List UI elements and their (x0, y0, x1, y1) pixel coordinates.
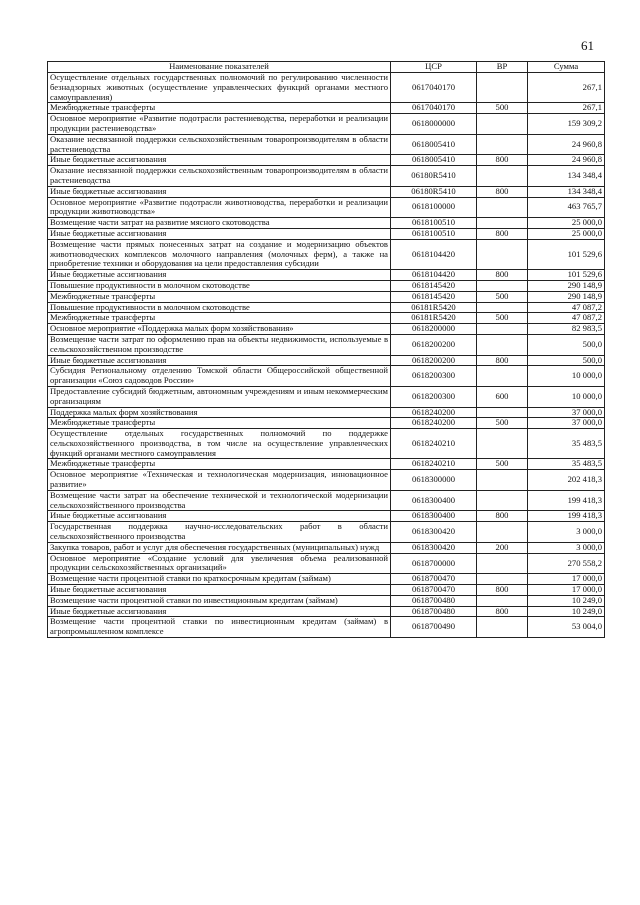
row-sum-cell: 47 087,2 (528, 302, 605, 313)
row-sum-cell: 47 087,2 (528, 313, 605, 324)
row-sum-cell: 35 483,5 (528, 429, 605, 459)
row-sum-cell: 25 000,0 (528, 228, 605, 239)
row-csr-cell: 0618700470 (391, 585, 477, 596)
row-csr-cell: 0618005410 (391, 155, 477, 166)
row-vr-cell (477, 114, 528, 135)
row-sum-cell: 53 004,0 (528, 617, 605, 638)
row-name-cell: Основное мероприятие «Развитие подотрасли животноводства, переработки и реализации продукции животноводства» (48, 197, 391, 218)
row-sum-cell: 82 983,5 (528, 324, 605, 335)
table-row (48, 355, 605, 366)
row-vr-cell: 800 (477, 355, 528, 366)
table-row (48, 334, 605, 355)
row-vr-cell: 800 (477, 606, 528, 617)
row-csr-cell: 0618300000 (391, 470, 477, 491)
row-name-cell: Повышение продуктивности в молочном скотоводстве (48, 302, 391, 313)
row-name-cell: Иные бюджетные ассигнования (48, 355, 391, 366)
row-vr-cell (477, 134, 528, 155)
row-vr-cell (477, 166, 528, 187)
row-name-cell: Межбюджетные трансферты (48, 103, 391, 114)
row-name-cell: Иные бюджетные ассигнования (48, 511, 391, 522)
row-vr-cell: 800 (477, 270, 528, 281)
row-csr-cell: 0618700000 (391, 553, 477, 574)
table-row (48, 470, 605, 491)
row-csr-cell: 06181R5420 (391, 313, 477, 324)
table-row (48, 291, 605, 302)
row-sum-cell: 199 418,3 (528, 490, 605, 511)
row-vr-cell (477, 470, 528, 491)
row-csr-cell: 06180R5410 (391, 186, 477, 197)
row-csr-cell: 0618700480 (391, 606, 477, 617)
row-vr-cell (477, 429, 528, 459)
table-row (48, 280, 605, 291)
row-name-cell: Поддержка малых форм хозяйствования (48, 407, 391, 418)
row-name-cell: Иные бюджетные ассигнования (48, 606, 391, 617)
header-csr: ЦСР (391, 62, 477, 73)
row-csr-cell: 0618300420 (391, 542, 477, 553)
row-sum-cell: 24 960,8 (528, 134, 605, 155)
table-row (48, 418, 605, 429)
row-name-cell: Иные бюджетные ассигнования (48, 155, 391, 166)
header-sum: Сумма (528, 62, 605, 73)
row-name-cell: Возмещение части затрат на обеспечение технической и технологической модернизации сельскохозяйственного производства (48, 490, 391, 511)
row-name-cell: Основное мероприятие «Создание условий для увеличения объема реализованной продукции сельскохозяйственных организаций» (48, 553, 391, 574)
row-name-cell: Оказание несвязанной поддержки сельскохозяйственным товаропроизводителям в области растениеводства (48, 134, 391, 155)
row-sum-cell: 24 960,8 (528, 155, 605, 166)
row-sum-cell: 25 000,0 (528, 218, 605, 229)
table-row (48, 155, 605, 166)
row-vr-cell (477, 490, 528, 511)
table-row (48, 386, 605, 407)
row-vr-cell: 500 (477, 291, 528, 302)
row-sum-cell: 3 000,0 (528, 522, 605, 543)
table-row (48, 114, 605, 135)
row-csr-cell: 0618300400 (391, 490, 477, 511)
table-row (48, 73, 605, 103)
row-name-cell: Возмещение части процентной ставки по инвестиционным кредитам (займам) (48, 595, 391, 606)
row-sum-cell: 37 000,0 (528, 407, 605, 418)
row-vr-cell (477, 407, 528, 418)
row-csr-cell: 0618100510 (391, 218, 477, 229)
row-vr-cell (477, 366, 528, 387)
header-name: Наименование показателей (48, 62, 391, 73)
row-vr-cell (477, 197, 528, 218)
table-row (48, 103, 605, 114)
row-csr-cell: 0618100510 (391, 228, 477, 239)
row-sum-cell: 270 558,2 (528, 553, 605, 574)
row-csr-cell: 0618700470 (391, 574, 477, 585)
header-vr: ВР (477, 62, 528, 73)
row-csr-cell: 0618240210 (391, 459, 477, 470)
row-csr-cell: 0618100000 (391, 197, 477, 218)
row-csr-cell: 0618700490 (391, 617, 477, 638)
row-csr-cell: 0618145420 (391, 280, 477, 291)
budget-table (47, 61, 605, 638)
row-vr-cell: 200 (477, 542, 528, 553)
row-sum-cell: 500,0 (528, 334, 605, 355)
row-csr-cell: 0618200000 (391, 324, 477, 335)
table-row (48, 324, 605, 335)
row-name-cell: Субсидия Региональному отделению Томской области Общероссийской общественной организации «Союз садоводов России» (48, 366, 391, 387)
row-name-cell: Иные бюджетные ассигнования (48, 228, 391, 239)
row-vr-cell (477, 574, 528, 585)
table-row (48, 407, 605, 418)
row-name-cell: Осуществление отдельных государственных полномочий по поддержке сельскохозяйственного производства, в том числе на осуществление управленческих функций органами местного самоуправления (48, 429, 391, 459)
row-name-cell: Межбюджетные трансферты (48, 313, 391, 324)
row-name-cell: Иные бюджетные ассигнования (48, 186, 391, 197)
row-sum-cell: 267,1 (528, 73, 605, 103)
table-row (48, 595, 605, 606)
table-row (48, 574, 605, 585)
row-vr-cell (477, 218, 528, 229)
table-row (48, 459, 605, 470)
row-name-cell: Предоставление субсидий бюджетным, автономным учреждениям и иным некоммерческим организациям (48, 386, 391, 407)
row-sum-cell: 101 529,6 (528, 270, 605, 281)
table-row (48, 585, 605, 596)
row-sum-cell: 10 000,0 (528, 386, 605, 407)
row-vr-cell: 600 (477, 386, 528, 407)
row-name-cell: Повышение продуктивности в молочном скотоводстве (48, 280, 391, 291)
row-sum-cell: 35 483,5 (528, 459, 605, 470)
table-body (48, 73, 605, 638)
row-name-cell: Государственная поддержка научно-исследовательских работ в области сельскохозяйственного производства (48, 522, 391, 543)
row-vr-cell (477, 595, 528, 606)
row-vr-cell (477, 280, 528, 291)
table-row (48, 617, 605, 638)
table-row (48, 553, 605, 574)
row-csr-cell: 06181R5420 (391, 302, 477, 313)
row-sum-cell: 37 000,0 (528, 418, 605, 429)
row-csr-cell: 0617040170 (391, 103, 477, 114)
row-name-cell: Осуществление отдельных государственных полномочий по регулированию численности безнадзорных животных (осуществление управленческих функций органами местного самоуправления) (48, 73, 391, 103)
row-name-cell: Основное мероприятие «Поддержка малых форм хозяйствования» (48, 324, 391, 335)
page-number: 61 (581, 38, 594, 53)
row-csr-cell: 0618000000 (391, 114, 477, 135)
table-row (48, 228, 605, 239)
row-sum-cell: 500,0 (528, 355, 605, 366)
table-row (48, 490, 605, 511)
row-sum-cell: 463 765,7 (528, 197, 605, 218)
row-sum-cell: 17 000,0 (528, 585, 605, 596)
row-vr-cell (477, 522, 528, 543)
row-vr-cell: 800 (477, 228, 528, 239)
table-row (48, 134, 605, 155)
row-sum-cell: 134 348,4 (528, 166, 605, 187)
row-vr-cell (477, 617, 528, 638)
row-csr-cell: 0618104420 (391, 270, 477, 281)
row-sum-cell: 3 000,0 (528, 542, 605, 553)
row-csr-cell: 06180R5410 (391, 166, 477, 187)
row-csr-cell: 0617040170 (391, 73, 477, 103)
row-vr-cell: 800 (477, 186, 528, 197)
table-row (48, 218, 605, 229)
row-name-cell: Возмещение части затрат на развитие мясного скотоводства (48, 218, 391, 229)
row-name-cell: Межбюджетные трансферты (48, 418, 391, 429)
row-sum-cell: 159 309,2 (528, 114, 605, 135)
row-name-cell: Основное мероприятие «Развитие подотрасли растениеводства, переработки и реализации продукции растениеводства» (48, 114, 391, 135)
row-name-cell: Иные бюджетные ассигнования (48, 585, 391, 596)
table-row (48, 511, 605, 522)
row-vr-cell: 800 (477, 511, 528, 522)
row-csr-cell: 0618200300 (391, 386, 477, 407)
table-row (48, 186, 605, 197)
table-row (48, 429, 605, 459)
row-sum-cell: 199 418,3 (528, 511, 605, 522)
row-name-cell: Возмещение части затрат по оформлению прав на объекты недвижимости, используемые в сельскохозяйственном производстве (48, 334, 391, 355)
row-name-cell: Межбюджетные трансферты (48, 291, 391, 302)
table-row (48, 366, 605, 387)
row-sum-cell: 101 529,6 (528, 239, 605, 269)
row-vr-cell (477, 302, 528, 313)
table-row (48, 197, 605, 218)
row-name-cell: Основное мероприятие «Техническая и технологическая модернизация, инновационное развитие» (48, 470, 391, 491)
row-csr-cell: 0618300400 (391, 511, 477, 522)
row-csr-cell: 0618240200 (391, 418, 477, 429)
row-name-cell: Возмещение части процентной ставки по инвестиционным кредитам (займам) в агропромышленном комплексе (48, 617, 391, 638)
row-csr-cell: 0618200200 (391, 355, 477, 366)
row-sum-cell: 202 418,3 (528, 470, 605, 491)
row-csr-cell: 0618005410 (391, 134, 477, 155)
row-sum-cell: 290 148,9 (528, 291, 605, 302)
row-csr-cell: 0618145420 (391, 291, 477, 302)
row-csr-cell: 0618240210 (391, 429, 477, 459)
row-sum-cell: 267,1 (528, 103, 605, 114)
row-name-cell: Иные бюджетные ассигнования (48, 270, 391, 281)
row-sum-cell: 10 249,0 (528, 595, 605, 606)
table-row (48, 239, 605, 269)
row-sum-cell: 134 348,4 (528, 186, 605, 197)
table-row (48, 606, 605, 617)
table-row (48, 313, 605, 324)
table-row (48, 302, 605, 313)
table-row (48, 542, 605, 553)
row-vr-cell (477, 324, 528, 335)
row-vr-cell: 500 (477, 418, 528, 429)
row-csr-cell: 0618104420 (391, 239, 477, 269)
row-csr-cell: 0618300420 (391, 522, 477, 543)
table-row (48, 270, 605, 281)
row-name-cell: Возмещение части процентной ставки по краткосрочным кредитам (займам) (48, 574, 391, 585)
row-csr-cell: 0618700480 (391, 595, 477, 606)
row-vr-cell: 800 (477, 585, 528, 596)
table-row (48, 166, 605, 187)
table-row (48, 522, 605, 543)
row-csr-cell: 0618200300 (391, 366, 477, 387)
table-header-row (48, 62, 605, 73)
row-sum-cell: 10 249,0 (528, 606, 605, 617)
row-vr-cell (477, 73, 528, 103)
row-sum-cell: 10 000,0 (528, 366, 605, 387)
row-sum-cell: 17 000,0 (528, 574, 605, 585)
row-csr-cell: 0618240200 (391, 407, 477, 418)
row-vr-cell (477, 553, 528, 574)
row-name-cell: Оказание несвязанной поддержки сельскохозяйственным товаропроизводителям в области растениеводства (48, 166, 391, 187)
row-vr-cell: 800 (477, 155, 528, 166)
row-sum-cell: 290 148,9 (528, 280, 605, 291)
row-csr-cell: 0618200200 (391, 334, 477, 355)
row-vr-cell: 500 (477, 459, 528, 470)
row-vr-cell: 500 (477, 103, 528, 114)
row-name-cell: Возмещение части прямых понесенных затрат на создание и модернизацию объектов животноводческих комплексов молочного направления (молочных ферм), а также на приобретение техники и оборудования на цели предоставления субсидии (48, 239, 391, 269)
row-vr-cell (477, 239, 528, 269)
row-name-cell: Закупка товаров, работ и услуг для обеспечения государственных (муниципальных) нужд (48, 542, 391, 553)
row-vr-cell: 500 (477, 313, 528, 324)
row-name-cell: Межбюджетные трансферты (48, 459, 391, 470)
row-vr-cell (477, 334, 528, 355)
